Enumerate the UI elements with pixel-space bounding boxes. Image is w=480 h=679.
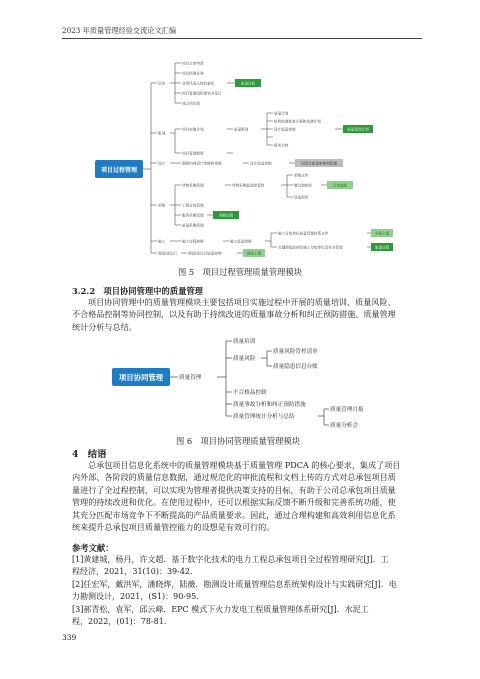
fig5-start-item-2: 项目经理任命 xyxy=(182,71,204,76)
para-4-line-4: 管理的持续改进和优化。在使用过程中，还可以根据实际反馈不断升级和完善系统功能，使 xyxy=(72,497,396,508)
fig5-plan-extra: 项目管理制度 xyxy=(182,151,204,156)
fig5-tag-commission-label: 调试上报 xyxy=(246,251,262,256)
ref-1-line-2: 程经济，2021，31(10)：39-42． xyxy=(72,567,199,577)
fig5-plan-mid: 项目实施计划 xyxy=(182,127,204,132)
fig5-note-design-label: 初设计质量审核和管理 xyxy=(301,161,337,166)
fig6-item-5: 质量管理统计分析与总结 xyxy=(233,414,295,420)
ref-2-line-1: [2]任宏军，戴洪军，潘晓烨，陆薇．勘测设计质量管理信息系统架构设计与实践研究[J]．电 xyxy=(72,579,397,589)
fig5-procure-sub-3: 设备到货 xyxy=(294,195,309,200)
fig5-start-item-5: 成立项目部 xyxy=(182,101,200,106)
fig5-procure-item-1: 工程分包管理 xyxy=(182,203,204,208)
para-4-line-5: 其充分匹配市场竞争下不断提高的产品质量要求。因此，通过合理构建和高效利用信息化系 xyxy=(72,509,396,520)
para-4-line-2: 内外部、各阶段的质量信息数据，通过规范化的审批流程和文档上传的方式对总承包项目质 xyxy=(72,472,396,483)
section-4-heading: 4 结语 xyxy=(72,449,107,460)
fig5-plan-sub-3: 设计质量控制 xyxy=(274,127,296,132)
para-322-line-3: 统计分析与总结。 xyxy=(72,321,137,332)
fig6-item-1: 质量培训 xyxy=(233,339,256,345)
fig5-tag-start-label: 质量目标 xyxy=(240,81,256,86)
fig5-procure-mid: 货物采购管理 xyxy=(182,183,204,188)
para-4-line-3: 量进行了全过程控制，可以实现为管理者提供决策支持的目标，有助于公司总承包项目质量 xyxy=(72,484,396,495)
fig5-start-item-4: 项目管理组织策划书签订 xyxy=(182,91,222,96)
fig5-branch-commission: 调试/试运行 xyxy=(158,251,178,256)
section-3-2-2-heading: 3.2.2 项目协同管理中的质量管理 xyxy=(72,286,203,296)
fig5-construct-mid: 施工过程控制 xyxy=(182,239,204,244)
fig6-mid: 质量管理 xyxy=(179,375,202,381)
fig5-plan-sub-2: 检验检测批查方案和检测计划 xyxy=(274,119,321,124)
ref-2-line-2: 力勘测设计，2021，(S1)：90-95． xyxy=(72,592,205,602)
fig5-design-mid: 图纸内部设计审核和审查 xyxy=(182,161,222,166)
section-3-2-2-paragraph xyxy=(72,296,417,333)
fig5-root-label: 项目过程管理 xyxy=(100,167,138,174)
figure6-diagram xyxy=(112,332,372,432)
fig6-stat-sub-1: 质量管理月报 xyxy=(330,407,364,413)
fig5-procure-item-3: 质量采购管理 xyxy=(182,223,204,228)
fig5-construct-sub-2: 关键和危险部位施工分包单位及安全管理 xyxy=(278,245,343,250)
para-322-line-2: 不合格品控制等协同控制，以及有助于持续改进的质量事故分析和纠正预防措施、质量管理 xyxy=(72,309,396,320)
fig5-branch-design: 设计 xyxy=(158,161,166,166)
fig5-tag-construct-2-label: 质量过程 xyxy=(374,245,390,250)
fig5-branch-plan: 策划 xyxy=(158,131,166,136)
section-4-paragraph xyxy=(72,459,417,533)
fig5-branch-construct: 施工 xyxy=(158,239,166,244)
ref-1-line-1: [1]黄建城，杨丹，许文超．基于数字化技术的电力工程总承包项目全过程管理研究[J]．工 xyxy=(72,555,389,564)
fig6-risk-sub-1: 质量风险管控清单 xyxy=(273,349,318,355)
fig6-risk-sub-2: 质量隐患信息台账 xyxy=(273,364,318,370)
fig6-item-3: 不合格品控制 xyxy=(233,390,267,396)
ref-3-line-2: 程，2022，(01)：78-81． xyxy=(72,617,172,627)
figure5-diagram xyxy=(95,55,395,265)
fig5-construct-sub-1: 施工分包单位质量管理体系文件 xyxy=(278,231,329,236)
fig5-design-mid2: 设计质量控制 xyxy=(250,161,272,166)
figure5-caption: 图 5 项目过程管理质量管理模块 xyxy=(178,267,303,277)
fig6-item-2: 质量风险 xyxy=(233,356,256,362)
fig5-branch-procure: 采购 xyxy=(158,203,166,208)
running-head: 2023 年质量管理经验交流论文汇编 xyxy=(62,26,177,35)
fig5-construct-mid2: 施工质量控制 xyxy=(230,239,252,244)
fig5-procure-sub-1: 采购文件 xyxy=(294,173,309,178)
page-number: 339 xyxy=(62,633,77,642)
para-322-line-1: 项目协同管理中的质量管理模块主要包括项目实施过程中开展的质量培训、质量风险、 xyxy=(88,297,396,307)
para-4-line-6: 统来提升总承包项目质量管控能力的设想是有效可行的。 xyxy=(72,522,275,533)
header-rule xyxy=(62,38,422,39)
fig6-root-label: 项目协同管理 xyxy=(118,373,164,382)
fig5-procure-mid2: 货物采购监造和管控 xyxy=(232,183,265,188)
fig5-procure-item-2: 服务采购管理 xyxy=(182,213,204,218)
fig5-tag-construct-1-label: 方案上报 xyxy=(374,231,390,236)
fig5-tag-plan-label: 质量管理计划 xyxy=(347,127,369,132)
fig6-stat-sub-2: 质量分析会 xyxy=(330,423,358,429)
references-list xyxy=(72,554,417,628)
fig5-tag-procure-label: 订单追踪 xyxy=(332,183,348,188)
fig5-branch-start: 启动 xyxy=(158,81,166,86)
fig5-plan-mid2: 质量策划 xyxy=(234,127,249,132)
fig5-procure-sub-2: 催交和检验 xyxy=(294,183,312,188)
para-4-line-1: 总承包项目信息化系统中的质量管理模块基于质量管理 PDCA 的核心要求，集成了项目 xyxy=(88,460,401,470)
fig5-tag-procure2-label: 采购过程 xyxy=(218,213,234,218)
figure6-caption: 图 6 项目协同管理质量管理模块 xyxy=(176,436,301,446)
fig5-commission-mid: 调试/试运行质量控制 xyxy=(188,251,222,256)
fig5-start-item-3: 业绩代表人授权委托 xyxy=(182,81,215,86)
ref-3-line-1: [3]郝青松，袁军，邱云峰．EPC 模式下火力发电工程质量管理体系研究[J]．水泥工 xyxy=(72,604,369,614)
fig6-item-4: 质量事故分析和纠正预防措施 xyxy=(233,402,306,408)
fig5-plan-sub-5: 报优与特 xyxy=(274,143,289,148)
references-heading: 参考文献： xyxy=(72,543,114,553)
fig5-plan-sub-1: 质量计划 xyxy=(274,111,289,116)
fig5-start-item-1: 项目立项申请 xyxy=(182,61,204,66)
